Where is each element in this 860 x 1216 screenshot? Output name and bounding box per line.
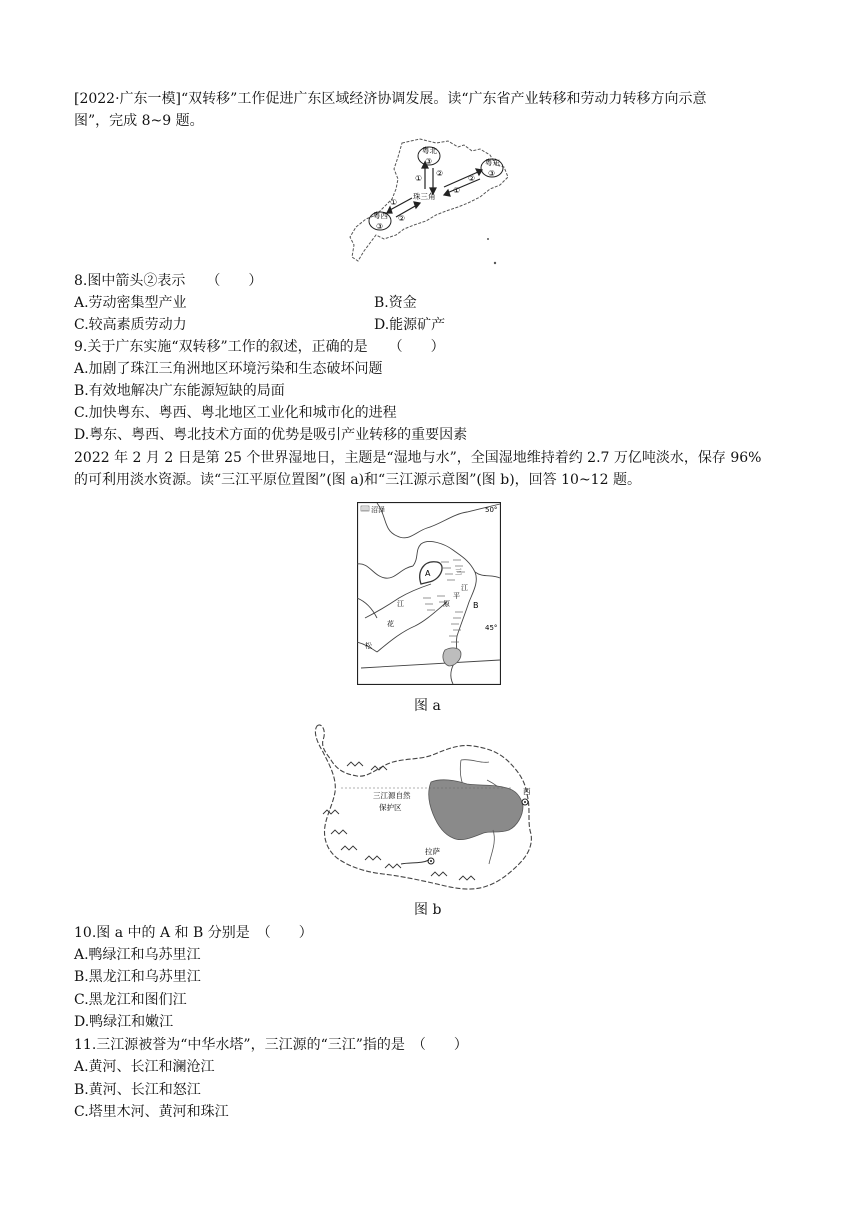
q8-option-b: B.资金 — [374, 295, 417, 311]
label-yuebei: 粤北 — [422, 146, 437, 155]
q9-option-a: A.加剧了珠江三角洲地区环境污染和生态破坏问题 — [74, 361, 383, 377]
q10-option-c: C.黑龙江和图们江 — [74, 992, 187, 1008]
label-yuedong: 粤东 — [485, 158, 500, 167]
map-a-label-a: A — [425, 569, 431, 578]
arrow-mark-2: ② — [436, 169, 444, 178]
map-a-lat-45: 45° — [485, 624, 498, 632]
mark-yuebei: ③ — [425, 157, 433, 166]
reserve-label-2: 保护区 — [379, 803, 402, 812]
q10-option-d: D.鸭绿江和嫩江 — [74, 1014, 174, 1030]
lhasa-label: 拉萨 — [425, 847, 440, 856]
q9-option-d: D.粤东、粤西、粤北技术方面的优势是吸引产业转移的重要因素 — [74, 427, 468, 443]
q9-stem: 9.关于广东实施“双转移”工作的叙述，正确的是 （ ） — [74, 339, 445, 355]
map-a-char-song: 松 — [365, 642, 372, 650]
q10-option-b: B.黑龙江和乌苏里江 — [74, 969, 201, 985]
map-a-char-ping: 平 — [453, 592, 460, 600]
arrow-mark-4: ② — [468, 174, 476, 183]
map-a-char-yuan: 原 — [443, 600, 450, 608]
mark-yuexi: ③ — [376, 222, 384, 231]
map-a-label-b: B — [473, 601, 479, 610]
q11-option-c: C.塔里木河、黄河和珠江 — [74, 1104, 229, 1120]
intro2-line-2: 的可利用淡水资源。读“三江平原位置图”(图 a)和“三江源示意图”(图 b)，回答 10~12 题。 — [74, 472, 641, 488]
map-a-caption: 图 a — [414, 698, 441, 714]
arrow-mark-6: ② — [398, 214, 406, 223]
q11-option-a: A.黄河、长江和澜沧江 — [74, 1059, 215, 1075]
arrow-mark-3: ① — [453, 186, 461, 195]
q11-option-b: B.黄河、长江和怒江 — [74, 1082, 201, 1098]
sanjiangyuan-map — [311, 718, 543, 898]
label-zhusanjiao: 珠三角 — [413, 192, 436, 201]
q8-option-c: C.较高素质劳动力 — [74, 317, 187, 333]
sanjiang-plain-map — [357, 502, 501, 685]
intro-line-2: 图”，完成 8~9 题。 — [74, 113, 204, 129]
map-a-legend: 沼泽 — [371, 506, 385, 514]
q8-stem: 8.图中箭头②表示 （ ） — [74, 273, 263, 289]
label-yuexi: 粤西 — [373, 211, 388, 220]
map-b-caption: 图 b — [414, 902, 442, 918]
map-a-char-san: 三 — [455, 568, 462, 576]
q8-option-a: A.劳动密集型产业 — [74, 295, 187, 311]
xi-label: 西 — [523, 787, 531, 796]
map-a-char-jiang1: 江 — [461, 584, 468, 592]
arrow-mark-5: ① — [390, 198, 398, 207]
map-a-char-hua: 花 — [387, 620, 394, 628]
reserve-label-1: 三江源自然 — [373, 791, 411, 800]
guangdong-transfer-map — [340, 135, 515, 270]
mark-yuedong: ③ — [488, 169, 496, 178]
q10-option-a: A.鸭绿江和乌苏里江 — [74, 947, 201, 963]
q9-option-b: B.有效地解决广东能源短缺的局面 — [74, 383, 285, 399]
q11-stem: 11.三江源被誉为“中华水塔”，三江源的“三江”指的是 （ ） — [74, 1037, 468, 1053]
q9-option-c: C.加快粤东、粤西、粤北地区工业化和城市化的进程 — [74, 405, 397, 421]
intro-line-1: [2022·广东一模]“双转移”工作促进广东区域经济协调发展。读“广东省产业转移和劳动力转移方向示意 — [74, 91, 707, 107]
q10-stem: 10.图 a 中的 A 和 B 分别是 （ ） — [74, 925, 313, 941]
q8-option-d: D.能源矿产 — [374, 317, 446, 333]
map-a-char-jiang2: 江 — [397, 600, 404, 608]
map-a-lat-50: 50° — [485, 506, 498, 514]
arrow-mark-1: ① — [415, 174, 423, 183]
sanjiangyuan-reserve-area — [429, 780, 523, 840]
intro2-line-1: 2022 年 2 月 2 日是第 25 个世界湿地日，主题是“湿地与水”，全国湿地维持着约 2.7 万亿吨淡水，保存 96% — [74, 450, 762, 466]
